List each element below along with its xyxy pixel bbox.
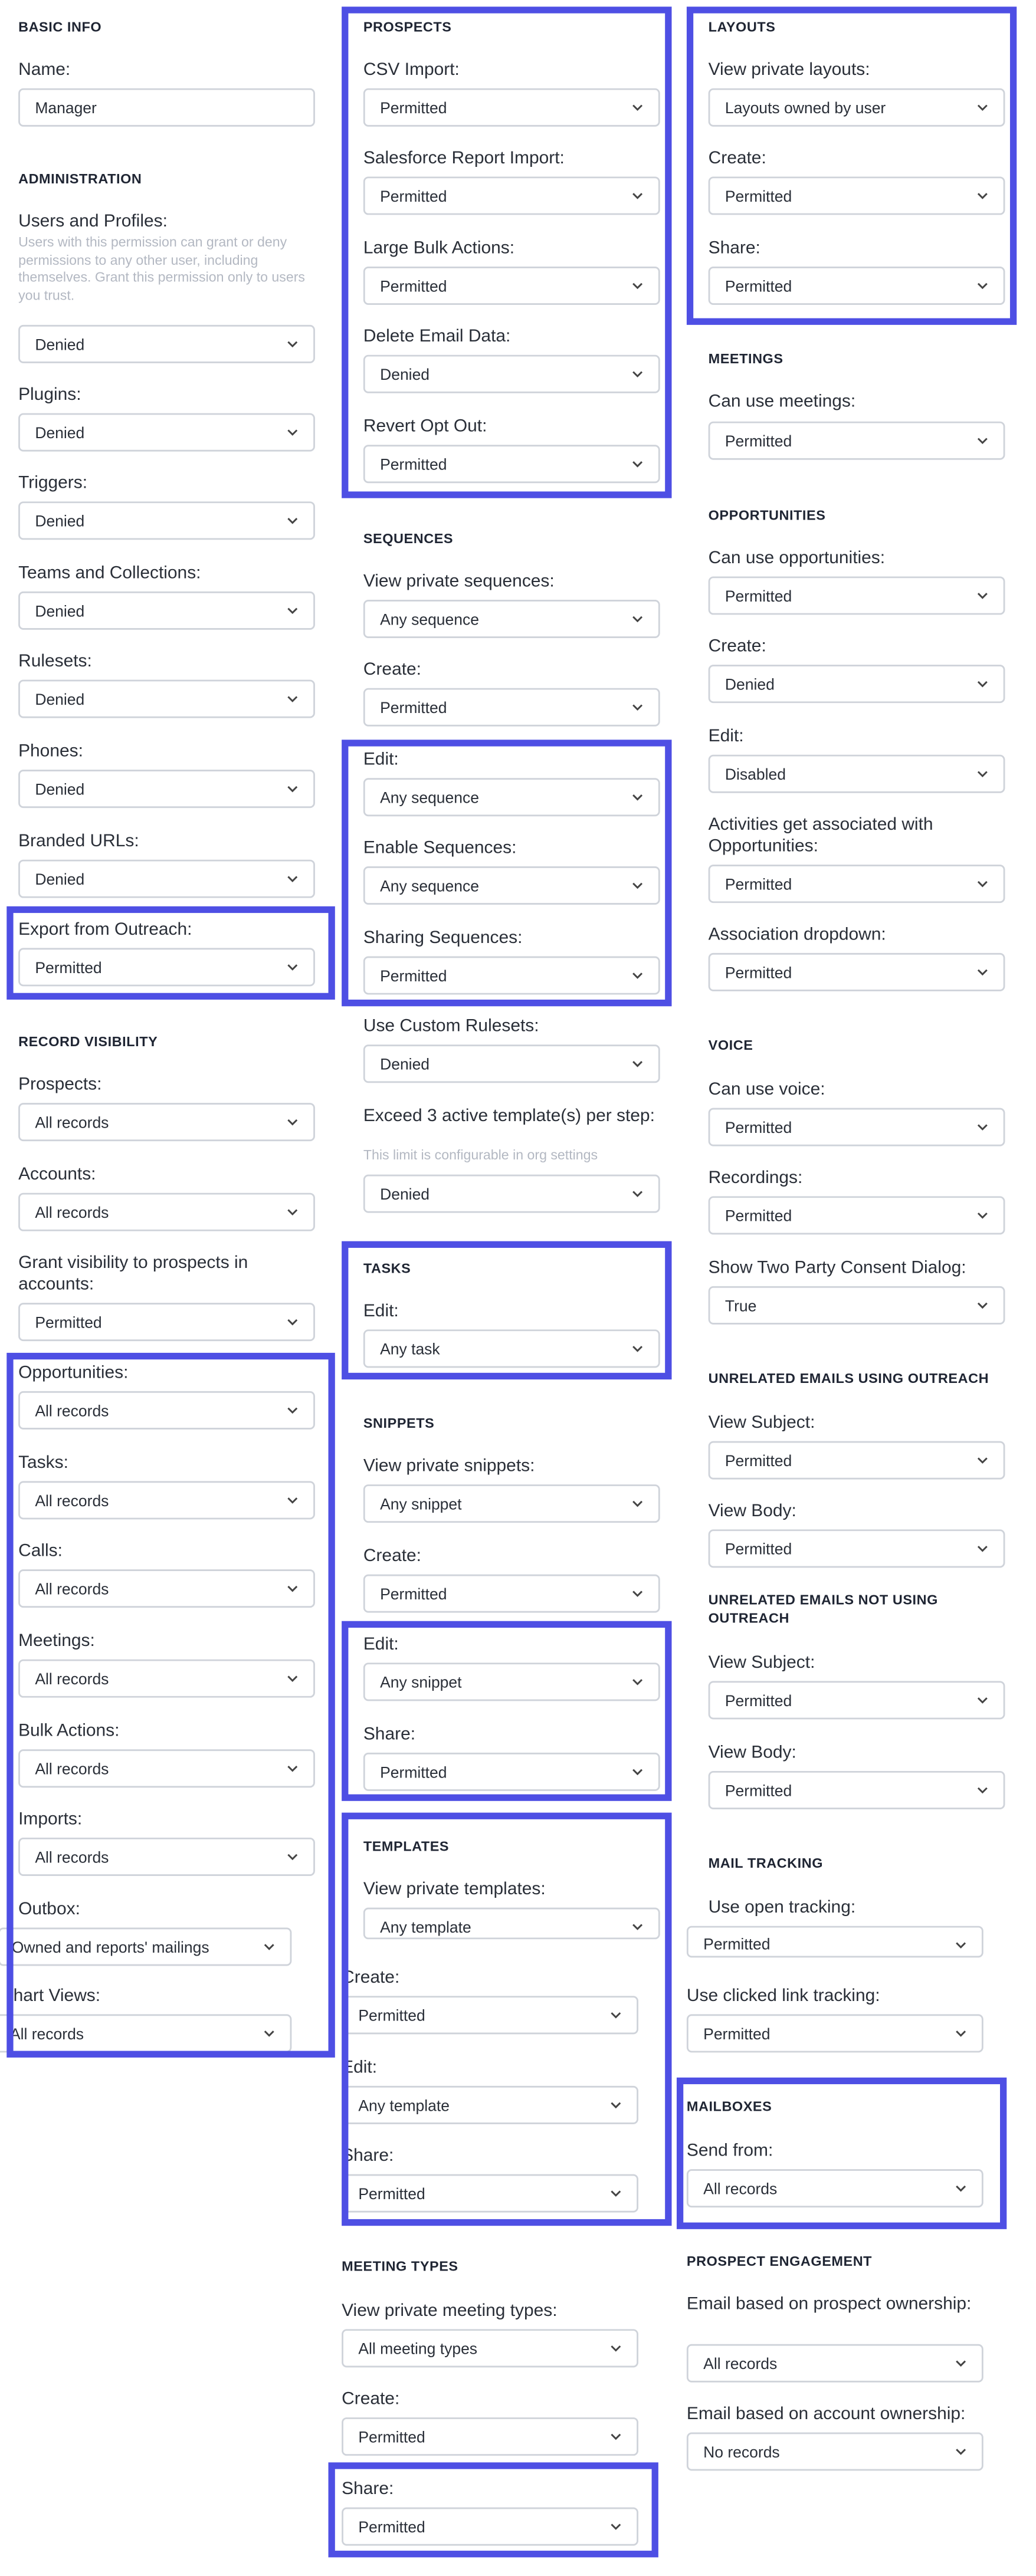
field-label: Delete Email Data: (363, 326, 511, 347)
select-can-use-meetings[interactable]: Permitted (709, 422, 1005, 460)
select-visibility-meetings[interactable]: All records (18, 1660, 315, 1698)
chevron-down-icon (630, 690, 644, 725)
chevron-down-icon (285, 681, 299, 716)
section-heading-voice: VOICE (708, 1036, 753, 1053)
field-label: Share: (708, 238, 760, 258)
field-label: Create: (342, 2389, 400, 2409)
select-branded-urls[interactable]: Denied (18, 860, 315, 898)
select-visibility-outbox[interactable]: Owned and reports' mailings (0, 1928, 291, 1966)
field-label: View Subject: (708, 1412, 815, 1433)
select-can-use-voice[interactable]: Permitted (709, 1108, 1005, 1146)
section-heading-mailboxes: MAILBOXES (686, 2097, 772, 2114)
field-label: Send from: (686, 2141, 773, 2161)
field-label: Grant visibility to prospects in accounts: (18, 1253, 248, 1294)
select-clicked-link-tracking[interactable]: Permitted (687, 2014, 983, 2052)
chevron-down-icon (975, 178, 989, 213)
select-two-party-consent[interactable]: True (709, 1286, 1005, 1325)
chevron-down-icon (285, 949, 299, 984)
chevron-down-icon (630, 1576, 644, 1611)
field-label: Export from Outreach: (18, 919, 192, 940)
select-teams-collections[interactable]: Denied (18, 592, 315, 630)
chevron-down-icon (975, 1288, 989, 1323)
chevron-down-icon (285, 1393, 299, 1428)
chevron-down-icon (285, 1483, 299, 1517)
section-heading-basic-info: BASIC INFO (18, 18, 102, 35)
select-export-from-outreach[interactable]: Permitted (18, 948, 315, 986)
select-visibility-accounts[interactable]: All records (18, 1193, 315, 1231)
section-heading-unrelated-emails-not-using: UNRELATED EMAILS NOT USING OUTREACH (708, 1591, 938, 1627)
chevron-down-icon (953, 2434, 967, 2469)
field-label: View private meeting types: (342, 2301, 558, 2321)
select-visibility-opportunities[interactable]: All records (18, 1391, 315, 1430)
select-sharing-sequences[interactable]: Permitted (363, 957, 660, 995)
section-heading-record-visibility: RECORD VISIBILITY (18, 1033, 158, 1050)
field-label: Branded URLs: (18, 831, 139, 852)
chevron-down-icon (975, 1198, 989, 1233)
select-snippets-share[interactable]: Permitted (363, 1753, 660, 1791)
field-label: View Subject: (708, 1652, 815, 1673)
field-label: Can use voice: (708, 1079, 825, 1100)
section-heading-opportunities: OPPORTUNITIES (708, 506, 826, 524)
field-label: View private snippets: (363, 1456, 535, 1476)
field-label: Recordings: (708, 1168, 803, 1188)
section-heading-tasks: TASKS (363, 1259, 411, 1276)
field-label: Edit: (363, 1301, 399, 1322)
select-salesforce-import[interactable]: Permitted (363, 176, 660, 215)
field-label: Use clicked link tracking: (686, 1986, 880, 2006)
select-view-private-templates[interactable]: Any template (363, 1908, 660, 1940)
select-templates-edit[interactable]: Any template (342, 2086, 638, 2124)
select-visibility-imports[interactable]: All records (18, 1838, 315, 1876)
chevron-down-icon (285, 1571, 299, 1606)
select-layouts-create[interactable]: Permitted (709, 176, 1005, 215)
chevron-down-icon (630, 1176, 644, 1211)
chevron-down-icon (975, 578, 989, 613)
field-label: Can use opportunities: (708, 548, 886, 569)
select-snippets-edit[interactable]: Any snippet (363, 1662, 660, 1701)
chevron-down-icon (975, 757, 989, 791)
field-label: Opportunities: (18, 1362, 129, 1383)
chevron-down-icon (285, 771, 299, 806)
chevron-down-icon (285, 1105, 299, 1139)
field-label: Show Two Party Consent Dialog: (708, 1257, 966, 1278)
field-label: Triggers: (18, 473, 88, 494)
chevron-down-icon (630, 1046, 644, 1081)
select-use-custom-rulesets[interactable]: Denied (363, 1044, 660, 1083)
chevron-down-icon (285, 327, 299, 362)
chevron-down-icon (285, 862, 299, 896)
chevron-down-icon (285, 1195, 299, 1230)
select-view-private-snippets[interactable]: Any snippet (363, 1484, 660, 1523)
chevron-down-icon (262, 2016, 276, 2051)
section-heading-mail-tracking: MAIL TRACKING (708, 1854, 824, 1871)
chevron-down-icon (630, 1909, 644, 1939)
chevron-down-icon (608, 2419, 622, 2454)
chevron-down-icon (630, 268, 644, 303)
chevron-down-icon (953, 1928, 967, 1958)
users-profiles-hint: Users with this permission can grant or deny permissions to any other user, including themselves. Grant this permission only to users you trust. (18, 235, 306, 303)
section-heading-templates: TEMPLATES (363, 1837, 450, 1855)
select-plugins[interactable]: Denied (18, 413, 315, 452)
select-prospect-ownership[interactable]: All records (687, 2344, 983, 2383)
section-heading-meeting-types: MEETING TYPES (342, 2257, 458, 2275)
field-label: Edit: (363, 750, 399, 770)
field-label: Email based on prospect ownership: (686, 2294, 972, 2314)
chevron-down-icon (975, 955, 989, 990)
field-label: Calls: (18, 1541, 63, 1562)
select-visibility-tasks[interactable]: All records (18, 1481, 315, 1519)
select-open-tracking[interactable]: Permitted (687, 1926, 983, 1958)
select-enable-sequences[interactable]: Any sequence (363, 866, 660, 905)
select-visibility-prospects[interactable]: All records (18, 1103, 315, 1141)
chevron-down-icon (285, 1305, 299, 1339)
field-label: Large Bulk Actions: (363, 238, 515, 258)
section-heading-prospect-engagement: PROSPECT ENGAGEMENT (686, 2252, 873, 2269)
field-label: Create: (708, 148, 766, 169)
chevron-down-icon (630, 958, 644, 993)
field-label: Activities get associated with Opportunities: (708, 814, 933, 856)
chevron-down-icon (630, 1754, 644, 1789)
section-heading-prospects: PROSPECTS (363, 18, 452, 35)
chevron-down-icon (975, 1443, 989, 1477)
chevron-down-icon (975, 1109, 989, 1144)
select-templates-create[interactable]: Permitted (342, 1996, 638, 2034)
select-meeting-types-create[interactable]: Permitted (342, 2417, 638, 2456)
chevron-down-icon (608, 2509, 622, 2544)
field-label: Create: (363, 659, 422, 680)
field-label: Tasks: (18, 1453, 68, 1473)
chevron-down-icon (975, 90, 989, 125)
select-rulesets[interactable]: Denied (18, 680, 315, 718)
field-label: Exceed 3 active template(s) per step: (363, 1106, 655, 1126)
chevron-down-icon (953, 2346, 967, 2381)
select-triggers[interactable]: Denied (18, 501, 315, 540)
chevron-down-icon (630, 357, 644, 392)
chevron-down-icon (630, 1331, 644, 1366)
select-can-use-opportunities[interactable]: Permitted (709, 576, 1005, 615)
chevron-down-icon (975, 423, 989, 458)
field-label: Sharing Sequences: (363, 928, 523, 948)
section-heading-administration: ADMINISTRATION (18, 170, 142, 187)
field-label: CSV Import: (363, 60, 460, 80)
chevron-down-icon (975, 268, 989, 303)
select-snippets-create[interactable]: Permitted (363, 1575, 660, 1613)
select-large-bulk-actions[interactable]: Permitted (363, 267, 660, 305)
field-label: View Body: (708, 1501, 796, 1522)
field-label: Use open tracking: (708, 1897, 856, 1918)
chevron-down-icon (975, 866, 989, 901)
field-label: Prospects: (18, 1075, 102, 1095)
field-label: Association dropdown: (708, 924, 886, 945)
select-layouts-share[interactable]: Permitted (709, 267, 1005, 305)
select-visibility-calls[interactable]: All records (18, 1569, 315, 1608)
field-label: View private templates: (363, 1879, 546, 1900)
field-label: Revert Opt Out: (363, 416, 487, 437)
chevron-down-icon (975, 666, 989, 701)
chevron-down-icon (608, 2088, 622, 2122)
field-label: Phones: (18, 741, 83, 762)
exceed-limit-hint: This limit is configurable in org settings (363, 1148, 598, 1163)
chevron-down-icon (285, 593, 299, 628)
chevron-down-icon (630, 178, 644, 213)
chevron-down-icon (975, 1773, 989, 1808)
name-input[interactable]: Manager (18, 88, 315, 127)
chevron-down-icon (285, 1839, 299, 1874)
select-association-dropdown[interactable]: Permitted (709, 953, 1005, 991)
field-label: Teams and Collections: (18, 563, 201, 583)
section-heading-unrelated-emails-using: UNRELATED EMAILS USING OUTREACH (708, 1369, 989, 1386)
select-csv-import[interactable]: Permitted (363, 88, 660, 127)
chevron-down-icon (630, 602, 644, 636)
select-grant-visibility[interactable]: Permitted (18, 1303, 315, 1341)
chevron-down-icon (608, 2176, 622, 2210)
select-templates-share[interactable]: Permitted (342, 2174, 638, 2213)
field-label: Edit: (342, 2057, 378, 2078)
select-view-private-sequences[interactable]: Any sequence (363, 600, 660, 638)
select-sequences-edit[interactable]: Any sequence (363, 778, 660, 816)
select-opportunities-edit[interactable]: Disabled (709, 755, 1005, 793)
select-users-profiles[interactable]: Denied (18, 325, 315, 363)
field-label: Users and Profiles: (18, 211, 168, 232)
chevron-down-icon (630, 1664, 644, 1699)
field-label: View private sequences: (363, 571, 555, 592)
select-not-using-view-body[interactable]: Permitted (709, 1771, 1005, 1809)
chevron-down-icon (953, 2016, 967, 2051)
name-label: Name: (18, 60, 71, 80)
field-label: Email based on account ownership: (686, 2404, 966, 2424)
field-label: Share: (342, 2479, 394, 2499)
field-label: Imports: (18, 1809, 83, 1829)
field-label: Edit: (363, 1634, 399, 1655)
field-label: Share: (363, 1724, 416, 1744)
field-label: Meetings: (18, 1631, 95, 1651)
section-heading-snippets: SNIPPETS (363, 1414, 435, 1431)
select-using-view-body[interactable]: Permitted (709, 1529, 1005, 1568)
select-account-ownership[interactable]: No records (687, 2433, 983, 2471)
chevron-down-icon (953, 2171, 967, 2206)
field-label: Edit: (708, 726, 744, 747)
section-heading-sequences: SEQUENCES (363, 530, 454, 547)
select-phones[interactable]: Denied (18, 770, 315, 808)
chevron-down-icon (285, 1661, 299, 1696)
select-exceed-templates[interactable]: Denied (363, 1175, 660, 1213)
field-label: Create: (342, 1967, 400, 1988)
field-label: Use Custom Rulesets: (363, 1016, 539, 1037)
chevron-down-icon (630, 780, 644, 814)
select-view-private-layouts[interactable]: Layouts owned by user (709, 88, 1005, 127)
field-label: Can use meetings: (708, 391, 856, 412)
field-label: Share: (342, 2145, 394, 2166)
field-label: Salesforce Report Import: (363, 148, 565, 169)
select-recordings[interactable]: Permitted (709, 1196, 1005, 1234)
chevron-down-icon (285, 503, 299, 538)
chevron-down-icon (630, 1486, 644, 1521)
select-send-from[interactable]: All records (687, 2169, 983, 2207)
chevron-down-icon (285, 415, 299, 449)
select-delete-email-data[interactable]: Denied (363, 355, 660, 393)
section-heading-layouts: LAYOUTS (708, 18, 776, 35)
chevron-down-icon (630, 90, 644, 125)
select-visibility-bulk-actions[interactable]: All records (18, 1749, 315, 1788)
field-label: Rulesets: (18, 651, 92, 672)
select-view-private-meeting-types[interactable]: All meeting types (342, 2329, 638, 2367)
select-meeting-types-share[interactable]: Permitted (342, 2508, 638, 2546)
select-tasks-edit[interactable]: Any task (363, 1329, 660, 1368)
select-activities-associated[interactable]: Permitted (709, 865, 1005, 903)
chevron-down-icon (630, 446, 644, 481)
chevron-down-icon (608, 1997, 622, 2032)
field-label: Bulk Actions: (18, 1721, 120, 1742)
field-label: View Body: (708, 1742, 796, 1763)
field-label: Enable Sequences: (363, 837, 517, 858)
section-heading-meetings: MEETINGS (708, 350, 783, 367)
chevron-down-icon (262, 1929, 276, 1964)
field-label: Plugins: (18, 385, 81, 405)
select-visibility-chart-views[interactable]: All records (0, 2014, 291, 2052)
field-label: View private layouts: (708, 60, 870, 80)
field-label: Outbox: (18, 1899, 80, 1920)
chevron-down-icon (975, 1683, 989, 1717)
field-label: Create: (708, 636, 766, 657)
chevron-down-icon (608, 2331, 622, 2365)
field-label: Accounts: (18, 1164, 96, 1185)
select-revert-opt-out[interactable]: Permitted (363, 445, 660, 483)
select-using-view-subject[interactable]: Permitted (709, 1441, 1005, 1480)
chevron-down-icon (285, 1751, 299, 1786)
field-label: Create: (363, 1546, 422, 1566)
field-label: hart Views: (13, 1986, 101, 2006)
select-opportunities-create[interactable]: Denied (709, 665, 1005, 703)
chevron-down-icon (975, 1531, 989, 1566)
chevron-down-icon (630, 868, 644, 903)
select-not-using-view-subject[interactable]: Permitted (709, 1681, 1005, 1719)
select-sequences-create[interactable]: Permitted (363, 688, 660, 727)
